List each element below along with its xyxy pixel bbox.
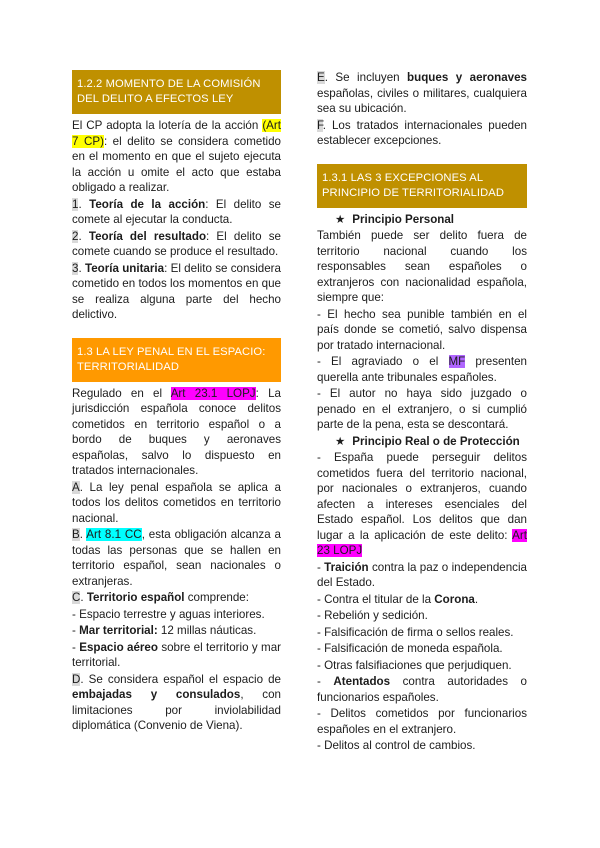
item-letter: F <box>317 118 323 132</box>
list-item: - Delitos al control de cambios. <box>317 739 476 752</box>
list-item: - Otras falsifiaciones que perjudiquen. <box>317 658 512 672</box>
item-letter: A <box>72 480 80 494</box>
text: comprende: <box>184 591 249 604</box>
text: , esta obligación alcanza a todas las personas que se hallen en territorio español, sean nacionales o extranjeras. <box>72 528 282 588</box>
theory-title: Teoría unitaria <box>84 261 165 275</box>
text: : La jurisdicción española conoce delitos cometidos en territorio español o a bordo de buques y aeronaves españolas, salvo lo dispuesto en tratados internacionales. <box>72 386 281 477</box>
theory-accion: 1. Teoría de la acción: El delito se comete al ejecutar la conducta. <box>72 197 282 226</box>
section-heading-momento: 1.2.2 MOMENTO DE LA COMISIÓN DEL DELITO A EFECTOS LEY <box>72 70 281 114</box>
text: El CP adopta la lotería de la acción <box>72 119 263 132</box>
highlight-mf: MF <box>448 355 466 368</box>
highlight-art81-cc: Art 8.1 CC <box>86 528 142 541</box>
text: - <box>317 675 334 688</box>
item-letter: C <box>72 591 81 604</box>
text: . Se considera español el espacio de <box>80 672 281 686</box>
paragraph-personal: También puede ser delito fuera de territorio nacional cuando los responsables sean españoles o extranjeros con nacionalidad española, siempre que: <box>317 229 527 304</box>
theory-title: Teoría del resultado <box>88 229 207 243</box>
item-f <box>317 118 527 149</box>
text: . La ley penal española se aplica a todos los delitos cometidos en territorio nacional. <box>72 480 281 525</box>
item-d <box>72 672 281 734</box>
text: - <box>317 560 325 574</box>
text: sobre el territorio y mar territorial. <box>72 640 281 669</box>
text: : El delito se considera cometido en todos los momentos en que se realiza alguna parte del hecho delictivo. <box>72 261 281 321</box>
text: contra autoridades o funcionarios españoles. <box>317 675 527 704</box>
theory-resultado: 2. Teoría del resultado: El delito se comete cuando se produce el resultado. <box>72 229 281 258</box>
text: . Los tratados internacionales pueden establecer excepciones. <box>317 118 527 147</box>
list-item <box>317 674 527 705</box>
highlight-art231-lopj: Art 23.1 LOPJ <box>170 386 256 400</box>
item-a <box>72 480 281 527</box>
text: , con limitaciones por inviolabilidad diplomática (Convenio de Viena). <box>72 688 281 732</box>
list-item: - Espacio aéreo sobre el territorio y mar territorial. <box>72 640 281 669</box>
highlight-art7cp: (Art 7 CP) <box>72 119 281 148</box>
item-number: 1 <box>72 197 79 211</box>
item-letter: D <box>72 672 81 686</box>
text: presenten querella ante tribunales españoles. <box>317 355 528 384</box>
paragraph-loteria <box>72 118 281 196</box>
text: : El delito se comete cuando se produce el resultado. <box>72 229 281 258</box>
item-title: Mar territorial: <box>79 624 158 637</box>
list-item: - Rebelión y sedición. <box>317 609 428 622</box>
list-item: - Mar territorial: 12 millas náuticas. <box>72 624 257 637</box>
star-icon: ★ <box>335 434 346 448</box>
text: : El delito se comete al ejecutar la conducta. <box>72 197 282 226</box>
list-item <box>317 592 527 608</box>
theory-title: Teoría de la acción <box>89 197 206 211</box>
list-item <box>317 560 527 591</box>
list-item: - El autor no haya sido juzgado o penado en el extranjero, o si cumplió parte de la pena, esta se descontará. <box>317 387 527 431</box>
left-column <box>72 70 281 735</box>
section-heading-excepciones: 1.3.1 LAS 3 EXCEPCIONES AL PRINCIPIO DE TERRITORIALIDAD <box>317 164 527 208</box>
right-column <box>317 70 527 755</box>
section-heading-territorialidad: 1.3 LA LEY PENAL EN EL ESPACIO: TERRITORIALIDAD <box>72 338 281 382</box>
text: 12 millas náuticas. <box>157 624 257 637</box>
list-item: - El hecho sea punible también en el país donde se cometió, salvo dispensa por tratado internacional. <box>317 307 527 352</box>
bold-text: Corona <box>434 592 475 606</box>
text: contra la paz o independencia del Estado. <box>317 560 527 589</box>
text: . Se incluyen <box>324 71 408 84</box>
item-number: 2 <box>72 229 79 243</box>
list-item <box>317 354 527 385</box>
text: - Contra el titular de la <box>317 592 435 606</box>
star-icon: ★ <box>335 212 346 226</box>
list-item: - Delitos cometidos por funcionarios españoles en el extranjero. <box>317 707 527 736</box>
paragraph-real <box>317 450 527 559</box>
bold-text: embajadas y consulados <box>72 688 241 701</box>
bold-text: buques y aeronaves <box>407 71 527 84</box>
text: - España puede perseguir delitos cometidos fuera del territorio nacional, por nacionales o extranjeros, cuando afecten a intereses esenciales del Estado español. Los delitos que dan lugar a la aplicación de este delito: <box>317 451 527 542</box>
principle-title: Principio Real o de Protección <box>352 434 520 448</box>
highlight-art23-lopj: Art 23 LOPJ <box>317 528 527 557</box>
item-e <box>317 70 527 117</box>
item-letter: B <box>72 528 80 541</box>
theory-unitaria: 3. Teoría unitaria: El delito se considera cometido en todos los momentos en que se realiza alguna parte del hecho delictivo. <box>72 261 281 321</box>
item-c: C. Territorio español comprende: <box>72 591 249 604</box>
principle-personal-heading <box>317 212 527 228</box>
bold-text: Traición <box>324 560 369 574</box>
text: Regulado en el <box>72 386 171 400</box>
text: : el delito se considera cometido en el momento en que el sujeto ejecuta la acción u omite el acto que estaba obligado a realizar. <box>72 134 282 194</box>
item-title: Espacio aéreo <box>79 640 158 654</box>
list-item: - Espacio terrestre y aguas interiores. <box>72 607 265 621</box>
text: españolas, civiles o militares, cualquiera sea su ubicación. <box>317 86 527 115</box>
item-letter: E <box>317 71 325 84</box>
list-item: - Falsificación de moneda española. <box>317 642 503 655</box>
text: - El agraviado o el <box>317 355 449 368</box>
text: . <box>474 592 479 606</box>
list-item: - Falsificación de firma o sellos reales. <box>317 625 514 639</box>
principle-real-heading <box>317 434 527 450</box>
item-b: B. Art 8.1 CC, esta obligación alcanza a todas las personas que se hallen en territorio español, sean nacionales o extranjeras. <box>72 528 282 588</box>
item-title: Territorio español <box>86 591 185 604</box>
paragraph-lopj <box>72 386 281 479</box>
item-number: 3 <box>72 261 79 275</box>
principle-title: Principio Personal <box>352 212 455 226</box>
bold-text: Atentados <box>333 675 391 688</box>
